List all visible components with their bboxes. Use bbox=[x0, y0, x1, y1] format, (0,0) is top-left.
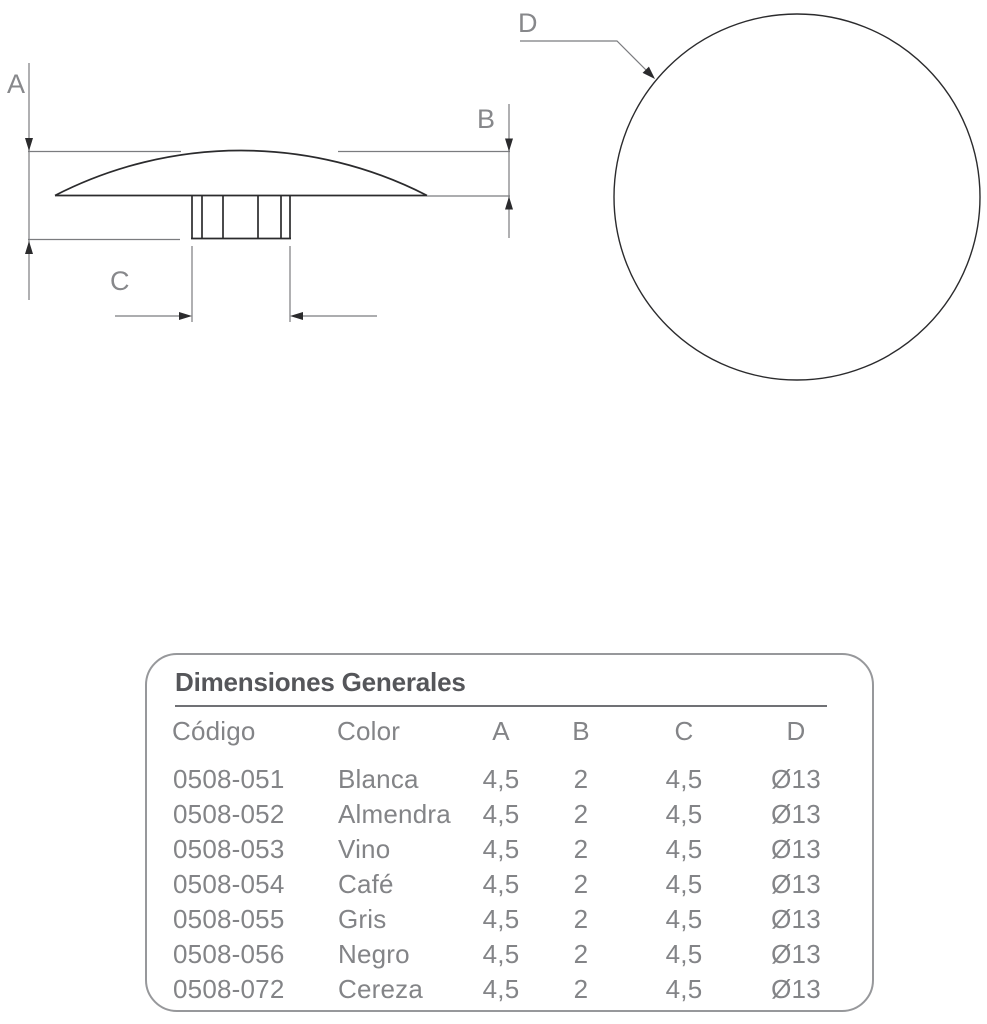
cell-c: 4,5 bbox=[665, 799, 703, 829]
cell-b: 2 bbox=[573, 974, 589, 1004]
col-header-a: A bbox=[492, 716, 510, 746]
side-view-drawing bbox=[25, 63, 513, 322]
dimension-drawing bbox=[0, 0, 987, 430]
arrow-left-icon bbox=[290, 312, 303, 320]
table-row bbox=[172, 972, 846, 1007]
table-title: Dimensiones Generales bbox=[175, 667, 466, 697]
cell-b: 2 bbox=[573, 904, 589, 934]
cell-codigo: 0508-052 bbox=[173, 799, 285, 829]
arrow-down-icon bbox=[505, 139, 513, 152]
dim-label-b: B bbox=[477, 104, 496, 134]
cell-c: 4,5 bbox=[665, 869, 703, 899]
dimension-b bbox=[427, 104, 513, 238]
cell-color: Café bbox=[338, 869, 394, 899]
stem-outline bbox=[191, 196, 291, 239]
cell-b: 2 bbox=[573, 869, 589, 899]
dimensions-table-panel bbox=[145, 653, 874, 1012]
dim-label-c: C bbox=[110, 266, 130, 296]
dimension-d-leader bbox=[520, 41, 655, 79]
col-header-codigo: Código bbox=[172, 716, 256, 746]
dim-label-d: D bbox=[518, 8, 538, 38]
top-view-drawing bbox=[520, 14, 980, 380]
dim-label-a: A bbox=[7, 69, 26, 99]
cell-d: Ø13 bbox=[771, 904, 821, 934]
cell-a: 4,5 bbox=[482, 974, 520, 1004]
cell-a: 4,5 bbox=[482, 764, 520, 794]
cell-d: Ø13 bbox=[771, 764, 821, 794]
dimensions-table bbox=[172, 707, 846, 1007]
col-header-b: B bbox=[572, 716, 590, 746]
col-header-c: C bbox=[674, 716, 694, 746]
cell-codigo: 0508-053 bbox=[173, 834, 285, 864]
cell-color: Negro bbox=[338, 939, 410, 969]
cell-b: 2 bbox=[573, 834, 589, 864]
arrow-right-icon bbox=[179, 312, 192, 320]
cell-a: 4,5 bbox=[482, 799, 520, 829]
cell-color: Cereza bbox=[338, 974, 424, 1004]
cell-codigo: 0508-051 bbox=[173, 764, 285, 794]
cell-d: Ø13 bbox=[771, 939, 821, 969]
cell-c: 4,5 bbox=[665, 764, 703, 794]
cell-b: 2 bbox=[573, 799, 589, 829]
cell-c: 4,5 bbox=[665, 974, 703, 1004]
cell-a: 4,5 bbox=[482, 869, 520, 899]
table-header-row bbox=[172, 707, 846, 751]
cell-b: 2 bbox=[573, 939, 589, 969]
cell-codigo: 0508-056 bbox=[173, 939, 285, 969]
col-header-color: Color bbox=[337, 716, 401, 746]
cell-c: 4,5 bbox=[665, 939, 703, 969]
cell-color: Blanca bbox=[338, 764, 419, 794]
cell-color: Vino bbox=[338, 834, 391, 864]
table-row bbox=[172, 937, 846, 972]
table-row bbox=[172, 751, 846, 797]
cell-codigo: 0508-054 bbox=[173, 869, 285, 899]
table-row bbox=[172, 832, 846, 867]
dimension-a bbox=[25, 63, 33, 300]
arrow-up-icon bbox=[505, 197, 513, 210]
cell-b: 2 bbox=[573, 764, 589, 794]
cell-d: Ø13 bbox=[771, 834, 821, 864]
cell-a: 4,5 bbox=[482, 939, 520, 969]
cell-codigo: 0508-072 bbox=[173, 974, 285, 1004]
arrow-up-icon bbox=[25, 241, 33, 254]
cell-codigo: 0508-055 bbox=[173, 904, 285, 934]
cell-color: Gris bbox=[338, 904, 387, 934]
cell-a: 4,5 bbox=[482, 834, 520, 864]
cell-d: Ø13 bbox=[771, 869, 821, 899]
cell-c: 4,5 bbox=[665, 904, 703, 934]
table-row bbox=[172, 797, 846, 832]
arrow-down-icon bbox=[25, 138, 33, 151]
cell-d: Ø13 bbox=[771, 974, 821, 1004]
top-view-circle bbox=[614, 14, 980, 380]
cell-a: 4,5 bbox=[482, 904, 520, 934]
dimension-c bbox=[115, 246, 377, 322]
table-row bbox=[172, 867, 846, 902]
dome-outline bbox=[55, 151, 427, 196]
col-header-d: D bbox=[786, 716, 806, 746]
table-row bbox=[172, 902, 846, 937]
cell-c: 4,5 bbox=[665, 834, 703, 864]
cell-d: Ø13 bbox=[771, 799, 821, 829]
cell-color: Almendra bbox=[338, 799, 451, 829]
